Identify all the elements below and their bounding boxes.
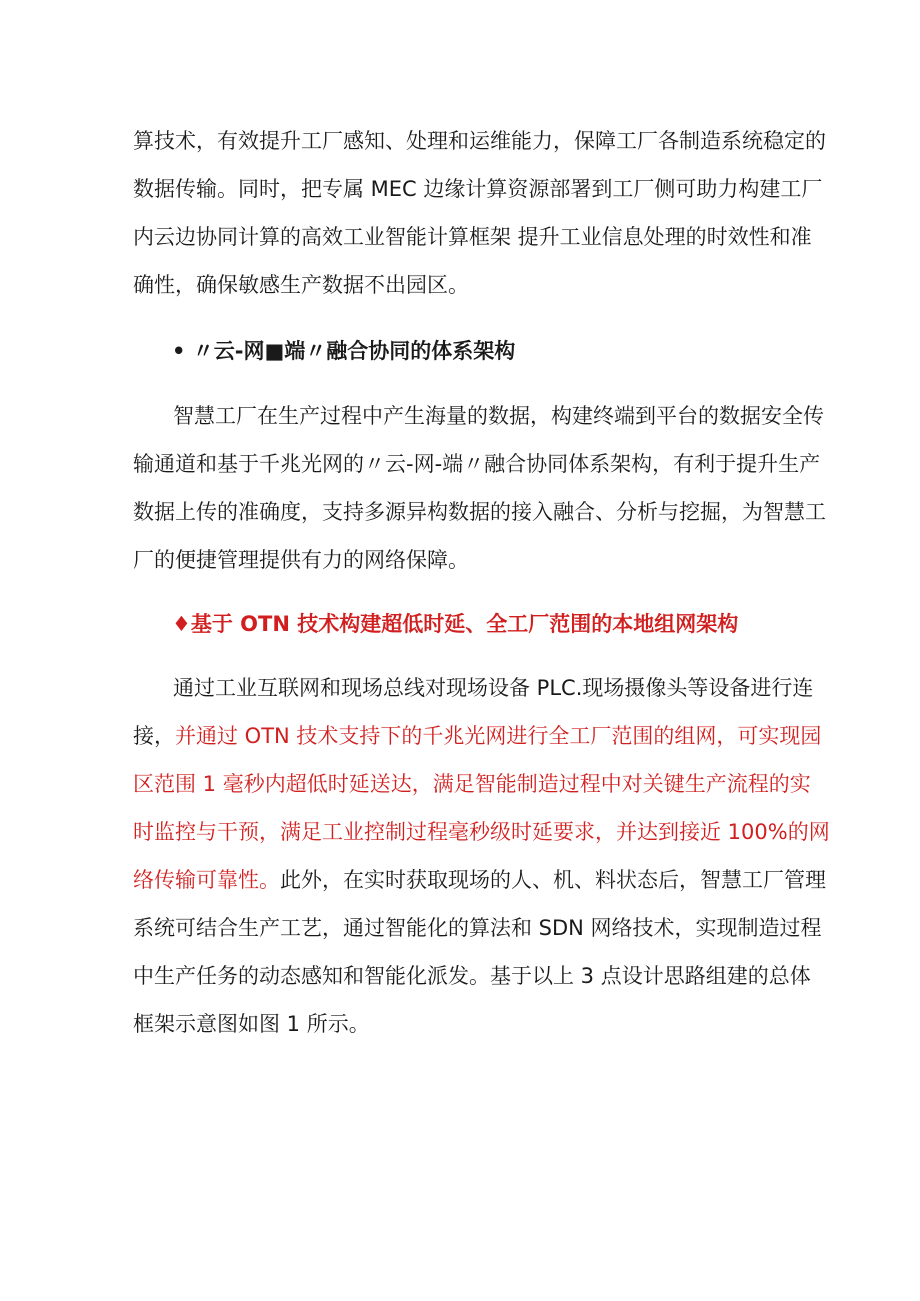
paragraph-line [133, 856, 826, 904]
paragraph-line: 中生产任务的动态感知和智能化派发。基于以上 3 点设计思路组建的总体 [133, 964, 811, 988]
paragraph-line: 确性，确保敏感生产数据不出园区。 [133, 273, 469, 297]
paragraph-line: 数据上传的准确度，支持多源异构数据的接入融合、分析与挖掘，为智慧工 [133, 500, 826, 524]
paragraph-line: 数据传输。同时，把专属 MEC 边缘计算资源部署到工厂侧可助力构建工厂 [133, 177, 823, 201]
paragraph-otn-network [133, 664, 830, 1048]
paragraph-line: 框架示意图如图 1 所示。 [133, 1012, 370, 1036]
paragraph-edge-computing [133, 117, 826, 309]
paragraph-line: 算技术，有效提升工厂感知、处理和运维能力，保障工厂各制造系统稳定的 [133, 129, 826, 153]
paragraph-architecture [133, 392, 826, 584]
section-heading-otn: ♦基于 OTN 技术构建超低时延、全工厂范围的本地组网架构 [172, 612, 739, 636]
highlighted-line: 时监控与干预，满足工业控制过程毫秒级时延要求，并达到接近 100%的网 [133, 820, 830, 844]
section-heading-cloud-network-terminal: • 〃云-网■端〃融合协同的体系架构 [172, 339, 516, 363]
paragraph-line: 通过工业互联网和现场总线对现场设备 PLC.现场摄像头等设备进行连 [173, 676, 814, 700]
text-segment: 此外，在实时获取现场的人、机、料状态后，智慧工厂管理 [280, 868, 826, 892]
paragraph-line: 厂的便捷管理提供有力的网络保障。 [133, 548, 469, 572]
highlighted-text: 并通过 OTN 技术支持下的千兆光网进行全工厂范围的组网，可实现园 [175, 724, 822, 748]
paragraph-line: 输通道和基于千兆光网的〃云-网-端〃融合协同体系架构，有利于提升生产 [133, 452, 821, 476]
paragraph-line: 系统可结合生产工艺，通过智能化的算法和 SDN 网络技术，实现制造过程 [133, 916, 822, 940]
highlighted-text: 络传输可靠性。 [133, 868, 280, 892]
text-segment: 接， [133, 724, 175, 748]
paragraph-line [133, 712, 822, 760]
paragraph-line: 智慧工厂在生产过程中产生海量的数据，构建终端到平台的数据安全传 [173, 404, 824, 428]
paragraph-line: 内云边协同计算的高效工业智能计算框架 提升工业信息处理的时效性和准 [133, 225, 812, 249]
highlighted-line: 区范围 1 毫秒内超低时延送达，满足智能制造过程中对关键生产流程的实 [133, 772, 811, 796]
